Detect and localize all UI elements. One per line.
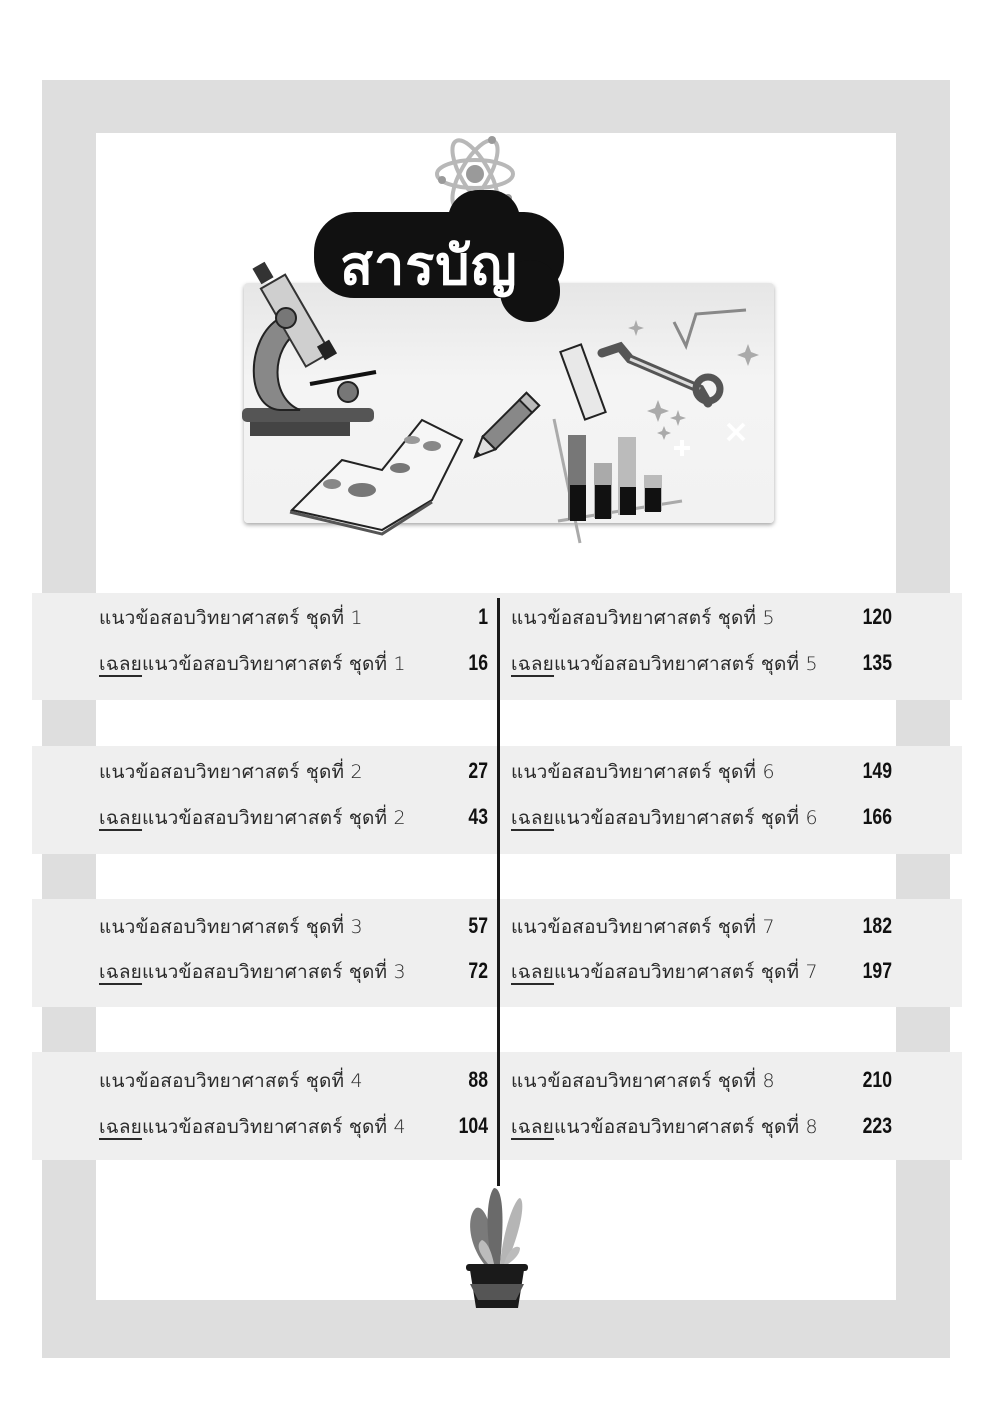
toc-entry-answer[interactable] — [99, 649, 406, 679]
toc-entry[interactable] — [511, 603, 775, 633]
page-number: 16 — [468, 650, 488, 675]
toc-entry-label: เฉลยแนวข้อสอบวิทยาศาสตร์ ชุดที่ 8 — [511, 1116, 818, 1138]
page-number: 88 — [468, 1067, 488, 1092]
toc-entry-answer[interactable] — [99, 1112, 406, 1142]
page-number: 223 — [862, 1113, 892, 1138]
plant-pot-saucer — [470, 1284, 524, 1300]
toc-entry-label: แนวข้อสอบวิทยาศาสตร์ ชุดที่ 6 — [511, 761, 775, 783]
column-divider — [497, 598, 500, 1186]
toc-entry-answer[interactable] — [511, 957, 818, 987]
toc-entry-label: แนวข้อสอบวิทยาศาสตร์ ชุดที่ 8 — [511, 1070, 775, 1092]
toc-entry[interactable] — [511, 912, 775, 942]
page-number: 166 — [862, 804, 892, 829]
toc-entry[interactable] — [99, 757, 363, 787]
page-number: 149 — [862, 758, 892, 783]
toc-entry-label: แนวข้อสอบวิทยาศาสตร์ ชุดที่ 7 — [511, 916, 775, 938]
toc-entry-answer[interactable] — [99, 957, 406, 987]
page-number: 182 — [862, 913, 892, 938]
toc-entry-label: เฉลยแนวข้อสอบวิทยาศาสตร์ ชุดที่ 6 — [511, 807, 818, 829]
plant-pot-icon — [464, 1184, 530, 1300]
toc-entry-label: แนวข้อสอบวิทยาศาสตร์ ชุดที่ 4 — [99, 1070, 363, 1092]
toc-entry[interactable] — [99, 1066, 363, 1096]
page-number: 72 — [468, 958, 488, 983]
page-number: 120 — [862, 604, 892, 629]
page-number: 27 — [468, 758, 488, 783]
toc-entry-label: เฉลยแนวข้อสอบวิทยาศาสตร์ ชุดที่ 7 — [511, 961, 818, 983]
toc-entry-label: เฉลยแนวข้อสอบวิทยาศาสตร์ ชุดที่ 5 — [511, 653, 818, 675]
page-number: 210 — [862, 1067, 892, 1092]
page-number: 104 — [458, 1113, 488, 1138]
toc-entry[interactable] — [511, 1066, 775, 1096]
toc-entry-label: เฉลยแนวข้อสอบวิทยาศาสตร์ ชุดที่ 4 — [99, 1116, 406, 1138]
page-number: 1 — [478, 604, 488, 629]
toc-entry-label: เฉลยแนวข้อสอบวิทยาศาสตร์ ชุดที่ 1 — [99, 653, 406, 675]
notebook-icon — [282, 410, 482, 535]
toc-entry[interactable] — [511, 757, 775, 787]
toc-entry-answer[interactable] — [99, 803, 406, 833]
toc-entry-label: แนวข้อสอบวิทยาศาสตร์ ชุดที่ 2 — [99, 761, 363, 783]
page-number: 197 — [862, 958, 892, 983]
toc-entry-answer[interactable] — [511, 803, 818, 833]
page-number: 43 — [468, 804, 488, 829]
page-number: 135 — [862, 650, 892, 675]
toc-entry[interactable] — [99, 603, 363, 633]
toc-entry-label: แนวข้อสอบวิทยาศาสตร์ ชุดที่ 3 — [99, 916, 363, 938]
toc-entry-answer[interactable] — [511, 649, 818, 679]
toc-entry-label: เฉลยแนวข้อสอบวิทยาศาสตร์ ชุดที่ 2 — [99, 807, 406, 829]
toc-entry-label: เฉลยแนวข้อสอบวิทยาศาสตร์ ชุดที่ 3 — [99, 961, 406, 983]
pencil-icon — [456, 386, 546, 476]
page-title: สารบัญ — [340, 234, 518, 297]
page-number: 57 — [468, 913, 488, 938]
sparkle-icon — [620, 312, 780, 472]
toc-entry-label: แนวข้อสอบวิทยาศาสตร์ ชุดที่ 5 — [511, 607, 775, 629]
toc-entry[interactable] — [99, 912, 363, 942]
toc-entry-label: แนวข้อสอบวิทยาศาสตร์ ชุดที่ 1 — [99, 607, 363, 629]
toc-entry-answer[interactable] — [511, 1112, 818, 1142]
